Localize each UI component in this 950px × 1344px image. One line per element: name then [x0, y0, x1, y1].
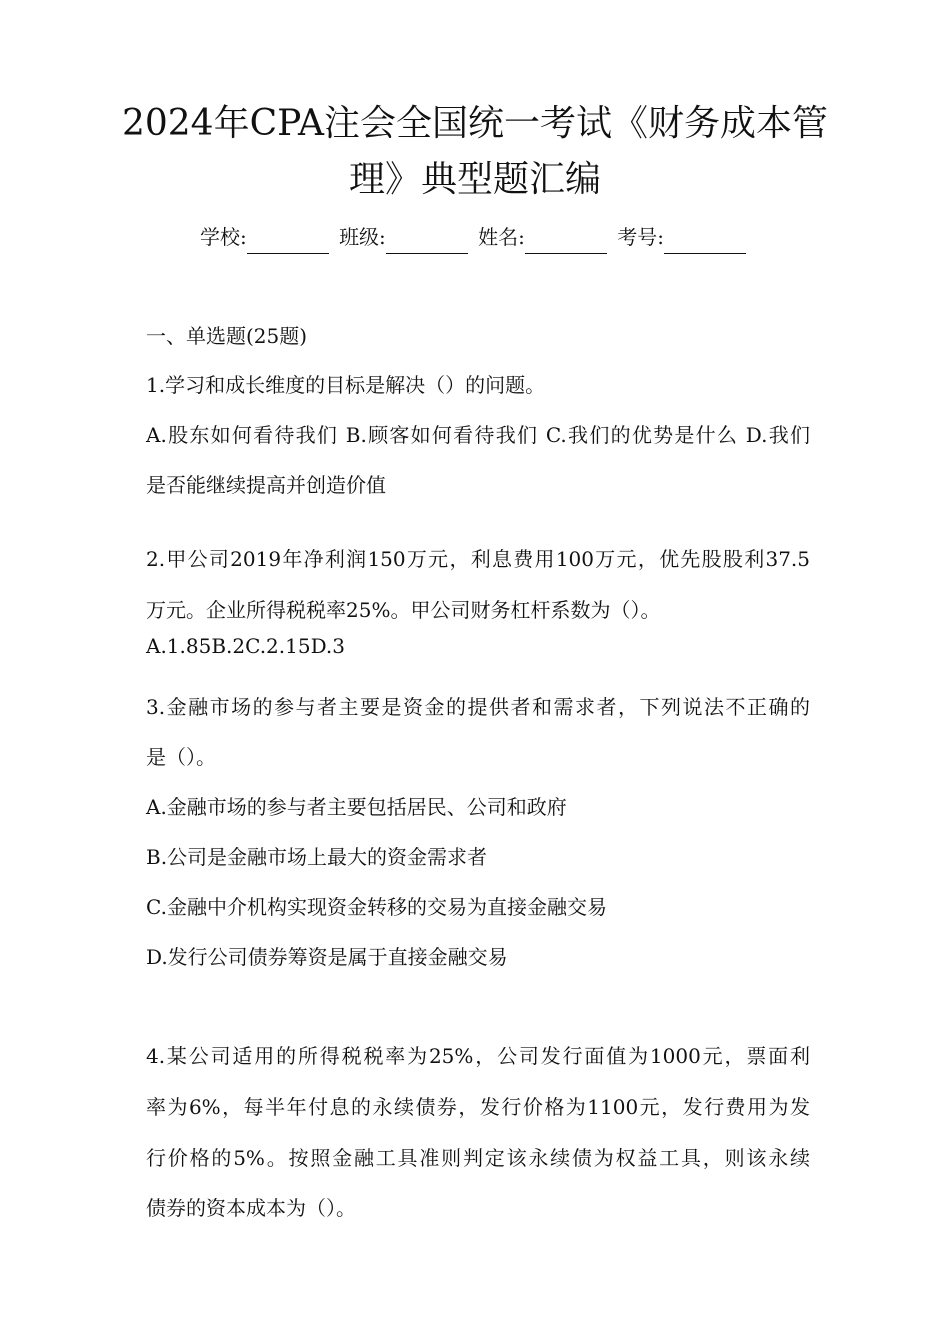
class-blank	[386, 231, 468, 254]
school-label: 学校:	[199, 225, 247, 249]
question-1-options-line-1: A.股东如何看待我们 B.顾客如何看待我们 C.我们的优势是什么 D.我们	[146, 423, 810, 447]
question-2	[146, 546, 810, 572]
question-2-options-line: A.1.85B.2C.2.15D.3	[146, 634, 345, 658]
question-3-option-a	[146, 794, 810, 820]
question-3-stem-line-1: 3.金融市场的参与者主要是资金的提供者和需求者，下列说法不正确的	[146, 695, 810, 719]
question-4-stem-line-4: 债券的资本成本为（）。	[146, 1196, 356, 1220]
exam-number-field	[617, 220, 750, 254]
title-line-2: 理》典型题汇编	[348, 159, 601, 200]
exam-number-label: 考号:	[617, 225, 665, 249]
question-1-stem: 1.学习和成长维度的目标是解决（）的问题。	[146, 373, 546, 397]
class-field	[339, 220, 472, 254]
question-3-option-d	[146, 944, 810, 970]
question-2-options	[146, 633, 810, 659]
question-4-stem-line-3: 行价格的5%。按照金融工具准则判定该永续债为权益工具，则该永续	[146, 1146, 810, 1170]
name-label: 姓名:	[478, 225, 525, 249]
question-2-cont	[146, 597, 810, 623]
section-heading	[146, 323, 810, 349]
question-4-stem-line-2: 率为6%，每半年付息的永续债券，发行价格为1100元，发行费用为发	[146, 1095, 810, 1119]
question-4-stem-line-1: 4.某公司适用的所得税税率为25%，公司发行面值为1000元，票面利	[146, 1044, 810, 1068]
question-3-option-b-text: B.公司是金融市场上最大的资金需求者	[146, 845, 488, 869]
question-3-stem-line-2: 是（）。	[146, 745, 216, 769]
exam-number-blank	[664, 231, 746, 254]
question-1-options-line-2: 是否能继续提高并创造价值	[146, 473, 386, 497]
student-info-row	[0, 220, 950, 254]
question-4-cont-2	[146, 1145, 810, 1171]
document-title	[120, 96, 830, 208]
question-1	[146, 372, 810, 398]
school-blank	[247, 231, 329, 254]
name-field	[478, 220, 611, 254]
question-3-option-d-text: D.发行公司债券筹资是属于直接金融交易	[146, 945, 508, 969]
question-3-option-c-text: C.金融中介机构实现资金转移的交易为直接金融交易	[146, 895, 607, 919]
question-4	[146, 1043, 810, 1069]
question-3-cont	[146, 744, 810, 770]
class-label: 班级:	[339, 225, 386, 249]
question-2-stem-line-2: 万元。企业所得税税率25%。甲公司财务杠杆系数为（）。	[146, 598, 661, 622]
name-blank	[525, 231, 607, 254]
question-3-option-a-text: A.金融市场的参与者主要包括居民、公司和政府	[146, 795, 567, 819]
question-4-cont-1	[146, 1094, 810, 1120]
title-line-1: 2024年CPA注会全国统一考试《财务成本管	[121, 103, 829, 144]
question-2-stem-line-1: 2.甲公司2019年净利润150万元，利息费用100万元，优先股股利37.5	[146, 547, 810, 571]
question-1-options-cont	[146, 472, 810, 498]
question-4-cont-3	[146, 1195, 810, 1221]
question-3-option-c	[146, 894, 810, 920]
section-heading-text: 一、单选题(25题)	[146, 324, 308, 348]
question-3	[146, 694, 810, 720]
question-1-options	[146, 422, 810, 448]
question-3-option-b	[146, 844, 810, 870]
school-field	[200, 220, 333, 254]
